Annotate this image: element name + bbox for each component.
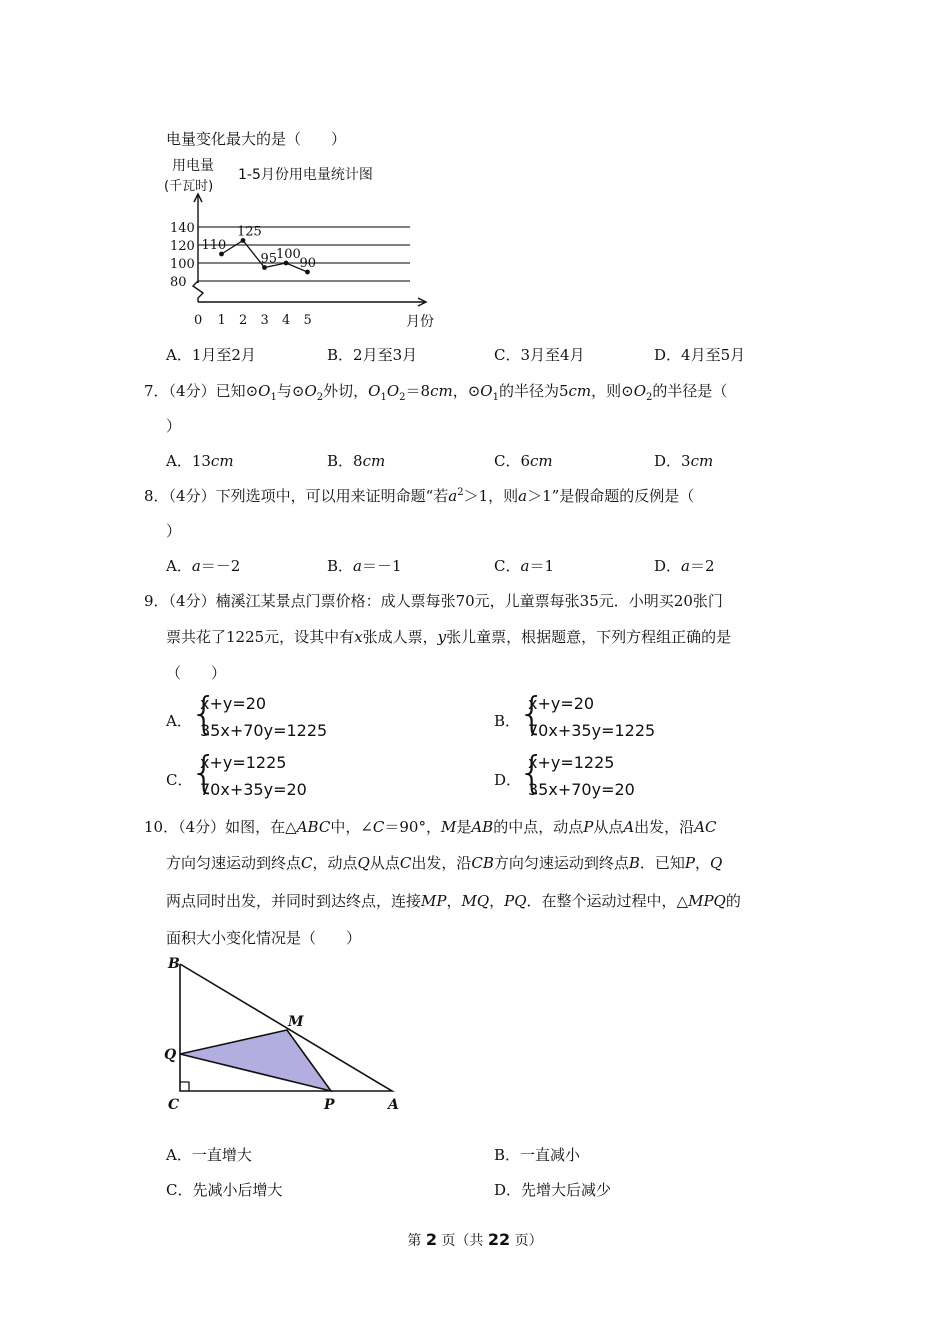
label-b: B <box>168 956 180 972</box>
q9-stem-line2: 票共花了1225元，设其中有x张成人票，y张儿童票，根据题意，下列方程组正确的是 <box>166 628 732 646</box>
q8-option-a[interactable]: A．a＝－2 <box>166 557 241 575</box>
q8-option-b[interactable]: B．a＝－1 <box>327 557 402 575</box>
label-a: A <box>388 1097 399 1113</box>
x-tick-label: 5 <box>303 313 312 328</box>
q7-option-b[interactable]: B．8cm <box>327 452 386 470</box>
triangle-mpq <box>180 1030 331 1091</box>
y-tick-label: 80 <box>170 275 187 290</box>
q9-stem-line1: 9．（4分）楠溪江某景点门票价格：成人票每张70元，儿童票每张35元．小明买20张门 <box>144 592 723 610</box>
q10-stem-line1: 10．（4分）如图，在△ABC中，∠C＝90°，M是AB的中点，动点P从点A出发，沿AC <box>144 818 717 836</box>
equation-1: x+y=1225 <box>528 753 615 772</box>
data-label: 95 <box>260 251 278 267</box>
chart-ylabel-line2: (千瓦时) <box>164 179 214 194</box>
q6-option-a[interactable]: A．1月至2月 <box>166 346 256 364</box>
q7-option-d[interactable]: D．3cm <box>654 452 714 470</box>
q6-option-c[interactable]: C．3月至4月 <box>494 346 585 364</box>
x-tick-label: 4 <box>282 313 291 328</box>
page-footer: 第 2 页（共 22 页） <box>407 1230 543 1249</box>
x-tick-label: 0 <box>194 313 203 328</box>
equation-2: 70x+35y=1225 <box>528 721 656 740</box>
x-tick-label: 3 <box>260 313 269 328</box>
brace-icon: { <box>190 747 218 798</box>
equation-2: 35x+70y=1225 <box>200 721 328 740</box>
triangle-figure <box>160 952 410 1117</box>
data-label: 125 <box>237 224 262 240</box>
q7-stem-close: ） <box>166 417 182 435</box>
data-label: 90 <box>299 256 317 271</box>
q9-stem-line3: （ ） <box>166 664 227 682</box>
equation-1: x+y=1225 <box>200 753 287 772</box>
q9-option-c-label: C． <box>166 771 193 789</box>
x-tick-label: 2 <box>239 313 248 328</box>
data-label: 110 <box>201 238 227 253</box>
equation-2: 70x+35y=20 <box>200 780 307 799</box>
q10-stem-line2: 方向匀速运动到终点C，动点Q从点C出发，沿CB方向匀速运动到终点B．已知P，Q <box>166 854 723 872</box>
usage-line-chart <box>160 150 450 335</box>
brace-icon: { <box>518 688 546 739</box>
equation-1: x+y=20 <box>200 694 267 713</box>
chart-title: 1-5月份用电量统计图 <box>238 167 373 183</box>
y-tick-label: 140 <box>170 221 195 236</box>
q10-option-a[interactable]: A．一直增大 <box>166 1146 252 1164</box>
brace-icon: { <box>518 747 546 798</box>
chart-ylabel-line1: 用电量 <box>172 158 214 174</box>
chart-xlabel: 月份 <box>406 314 434 330</box>
q7-stem: 7．（4分）已知$⊙O_1$与$⊙O_2$外切，$O_1O_2=8cm$，$⊙O_1$的半径为5cm，则$⊙O_2$的半径是（ <box>144 382 728 403</box>
q6-option-d[interactable]: D．4月至5月 <box>654 346 746 364</box>
right-angle-mark <box>180 1082 189 1091</box>
x-tick-label: 1 <box>217 313 226 328</box>
q9-option-d-label: D． <box>494 771 522 789</box>
q10-option-d[interactable]: D．先增大后减少 <box>494 1181 612 1199</box>
q9-option-a-label: A． <box>166 712 192 730</box>
q10-option-b[interactable]: B．一直减小 <box>494 1146 581 1164</box>
brace-icon: { <box>190 688 218 739</box>
label-p: P <box>324 1097 335 1113</box>
q6-option-b[interactable]: B．2月至3月 <box>327 346 418 364</box>
page-total: 22 <box>487 1230 511 1249</box>
data-label: 100 <box>276 247 301 262</box>
q8-stem: 8．（4分）下列选项中，可以用来证明命题“若$a^2>1$，则a＞1”是假命题的反例是（ <box>144 487 695 505</box>
q9-option-b-label: B． <box>494 712 521 730</box>
q8-stem-close: ） <box>166 522 182 540</box>
q7-option-a[interactable]: A．13cm <box>166 452 234 470</box>
q10-stem-line4: 面积大小变化情况是（ ） <box>166 929 362 947</box>
label-m: M <box>288 1014 304 1030</box>
q7-option-c[interactable]: C．6cm <box>494 452 553 470</box>
y-tick-label: 120 <box>170 239 195 254</box>
equation-1: x+y=20 <box>528 694 595 713</box>
q10-option-c[interactable]: C．先减小后增大 <box>166 1181 283 1199</box>
page-number: 2 <box>425 1230 437 1249</box>
label-q: Q <box>164 1047 177 1063</box>
q10-stem-line3: 两点同时出发，并同时到达终点，连接MP，MQ，PQ．在整个运动过程中，△MPQ的 <box>166 892 741 910</box>
axis-break-icon <box>193 281 203 302</box>
label-c: C <box>168 1097 180 1113</box>
q8-option-c[interactable]: C．a＝1 <box>494 557 554 575</box>
q6-stem-tail: 电量变化最大的是（ ） <box>166 130 347 148</box>
equation-2: 35x+70y=20 <box>528 780 635 799</box>
y-tick-label: 100 <box>170 257 195 272</box>
q8-option-d[interactable]: D．a＝2 <box>654 557 715 575</box>
